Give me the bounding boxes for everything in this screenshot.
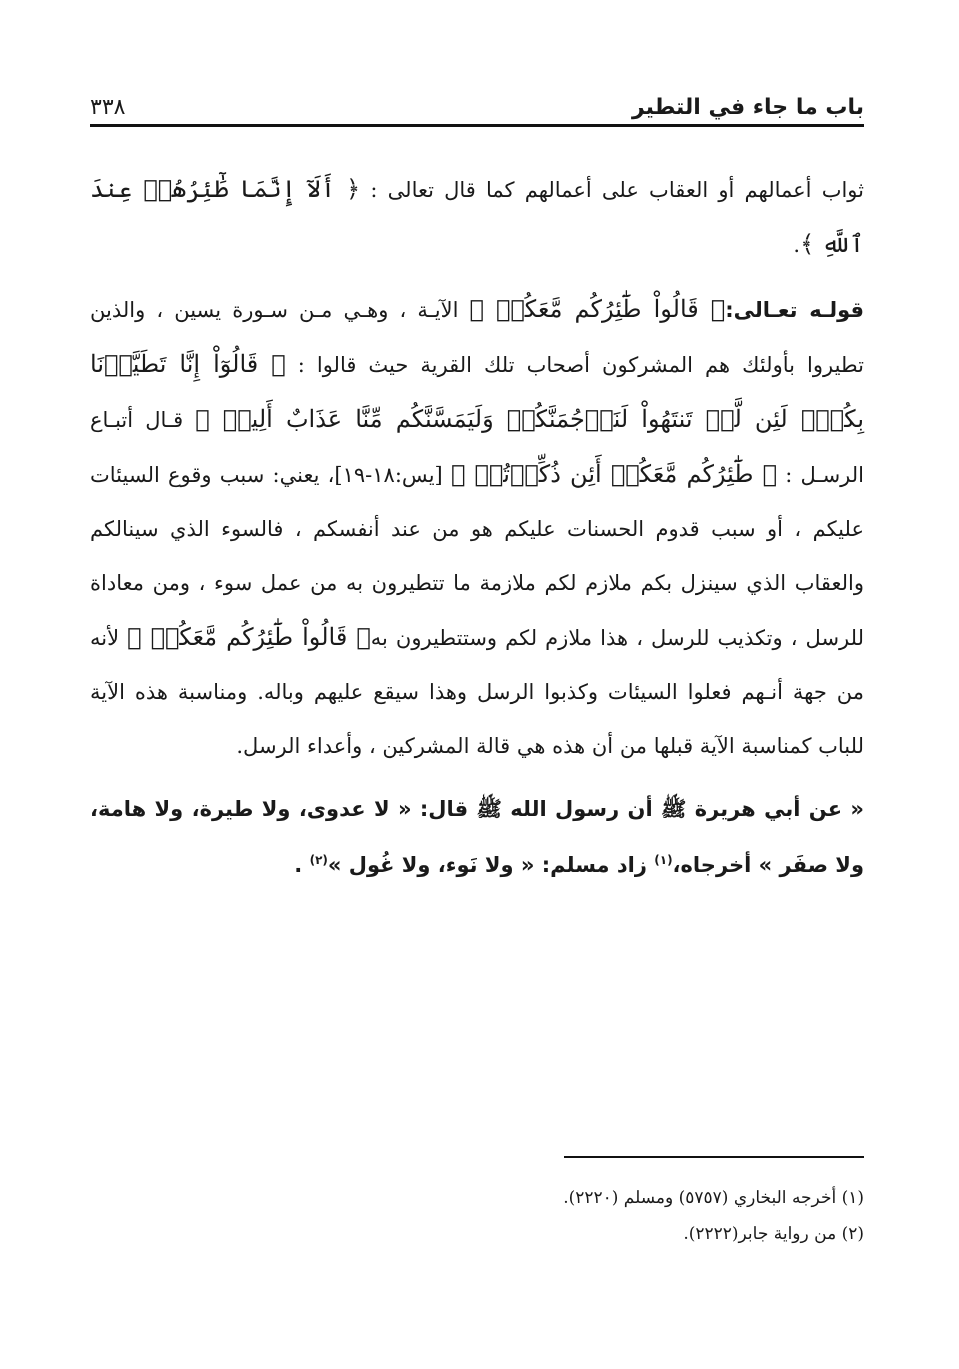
footnote-1: (١) أخرجه البخاري (٥٧٥٧) ومسلم (٢٢٢٠). bbox=[563, 1188, 864, 1208]
quran-verse-5: ﴿ قَالُواْ طَٰٓئِرُكُم مَّعَكُمۡ ﴾ bbox=[127, 623, 371, 651]
hadith-text-2: زاد مسلم: « ولا نَوء، ولا غُول » bbox=[327, 853, 655, 877]
footnote-ref-1: (١) bbox=[654, 853, 673, 867]
quran-verse-2: ﴿ قَالُواْ طَٰٓئِرُكُم مَّعَكُمۡ ﴾ bbox=[469, 295, 726, 323]
quran-verse-1: ﴿ أَلَآ إِنَّمَا طَٰٓئِرُهُمۡ عِندَ ٱللَّهِ ﴾ bbox=[90, 175, 864, 258]
hadith-end: . bbox=[294, 853, 310, 877]
paragraph-2-text-2: قـال أتبـاع الرسـل : bbox=[90, 408, 865, 487]
hadith-paragraph bbox=[90, 781, 864, 893]
paragraph-2 bbox=[90, 282, 864, 773]
hadith-text: « عن أبي هريرة ﷺ أن رسول الله ﷺ قال: « لا عدوى، ولا طيرة، ولا هامة، ولا صفَر » أخرجاه، bbox=[90, 797, 864, 877]
footnote-divider bbox=[564, 1156, 864, 1158]
footnote-ref-2: (٢) bbox=[309, 853, 328, 867]
paragraph-1-text: ثواب أعمالهم أو العقاب على أعمالهم كما قال تعالى : bbox=[360, 178, 864, 202]
paragraph-1-end: . bbox=[793, 233, 801, 257]
paragraph-2-lead: قولـه تعـالى: bbox=[725, 298, 864, 322]
paragraph-2-text: الآيـة ، وهـي مـن سـورة يسين ، والذين تطيروا بأولئك هم المشركون أصحاب تلك القرية حيث قالوا : bbox=[90, 298, 864, 377]
paragraph-2-text-4: لأنه من جهة أنـهم فعلوا السيئات وكذبوا الرسل وهذا سيقع عليهم وباله. ومناسبة هذه الآية للباب كمناسبة الآية قبلها من أن هذه هي قالة المشركين ، وأعداء الرسل. bbox=[90, 626, 864, 758]
quran-verse-4: ﴿ طَٰٓئِرُكُم مَّعَكُمۡ أَئِن ذُكِّرۡتُمۚ ﴾ bbox=[450, 460, 778, 488]
main-text bbox=[90, 162, 864, 893]
footnote-2: (٢) من رواية جابر(٢٢٢٢). bbox=[683, 1224, 864, 1244]
page-number: ٣٣٨ bbox=[90, 95, 126, 120]
chapter-title: باب ما جاء في التطير bbox=[631, 95, 864, 120]
footnotes bbox=[90, 1180, 864, 1252]
page-header bbox=[90, 84, 864, 127]
paragraph-2-text-3: [يس:١٨-١٩]، يعني: سبب وقوع السيئات عليكم ، أو سبب قدوم الحسنات عليكم هو من عند أنفسكم ، فالسوء الذي سينالكم والعقاب الذي سينزل بكم ملازم لكم ملازمة ما تتطيرون به من عمل سوء ، ومن معاداة للرسل ، وتكذيب للرسل ، هذا ملازم لكم وستتطيرون به bbox=[90, 463, 864, 650]
paragraph-1 bbox=[90, 162, 864, 272]
quran-verse-3: ﴿ قَالُوٓاْ إِنَّا تَطَيَّرۡنَا بِكُمۡۖ لَئِن لَّمۡ تَنتَهُواْ لَنَرۡجُمَنَّكُمۡ وَلَيَمَسَّنَّكُم مِّنَّا عَذَابٌ أَلِيمٞ ﴾ bbox=[90, 350, 865, 433]
